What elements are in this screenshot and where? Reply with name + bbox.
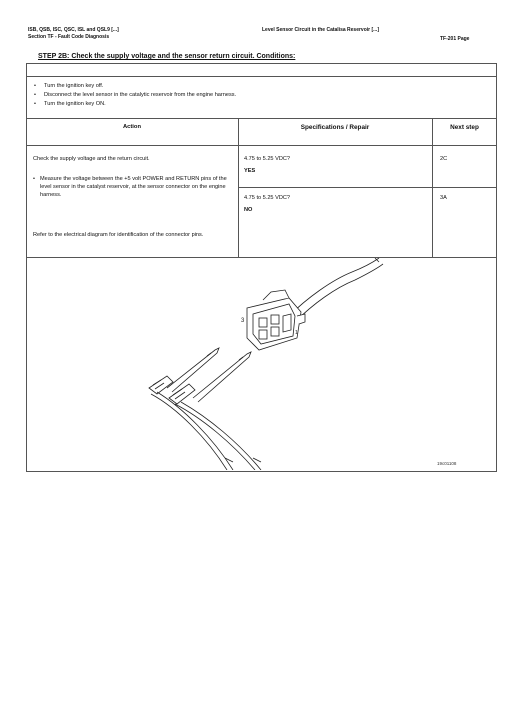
step-title: STEP 2B: Check the supply voltage and the sensor return circuit. Conditions: <box>38 53 296 60</box>
header-action: Action <box>122 124 142 130</box>
figure-id: 19c01108 <box>437 461 457 466</box>
test-leads <box>149 348 261 470</box>
header-doc-info <box>28 27 119 40</box>
table-row-divider <box>238 187 497 188</box>
header-next-step: Next step <box>450 124 479 131</box>
action-bullet: • Measure the voltage between the +5 volt POWER and RETURN pins of the level sensor in the catalyst reservoir, at the sensor connector on the engine harness. <box>40 175 232 200</box>
harness-cable <box>289 258 383 322</box>
harness-connector <box>247 290 305 350</box>
header-models: ISB, QSB, ISC, QSC, ISL and QSL9 [...] <box>28 27 119 33</box>
table-col-divider <box>238 118 239 257</box>
answer-no: NO <box>244 207 253 213</box>
conditions-box <box>26 76 497 119</box>
pin-label-1: 1 <box>295 330 298 336</box>
header-page-number: TF-201 Page <box>440 36 470 42</box>
condition-item: • Turn the ignition key off. <box>34 82 236 91</box>
conditions-list <box>34 82 236 109</box>
next-step-no: 3A <box>440 195 447 201</box>
action-note: Refer to the electrical diagram for identification of the connector pins. <box>33 232 204 238</box>
answer-yes: YES <box>244 168 256 174</box>
condition-item: • Turn the ignition key ON. <box>34 100 236 109</box>
header-section: Section TF - Fault Code Diagnosis <box>28 33 110 40</box>
spec-row-2: 4.75 to 5.25 VDC? <box>244 195 291 201</box>
header-specifications: Specifications / Repair <box>300 124 370 131</box>
action-intro: Check the supply voltage and the return circuit. <box>33 156 150 162</box>
table-header-divider <box>26 145 497 146</box>
spec-row-1: 4.75 to 5.25 VDC? <box>244 156 291 162</box>
table-col-divider <box>432 118 433 257</box>
header-topic: Level Sensor Circuit in the Catalisa Reservoir [...] <box>262 27 379 33</box>
condition-item: • Disconnect the level sensor in the catalytic reservoir from the engine harness. <box>34 91 236 100</box>
connector-probe-illustration <box>27 258 495 470</box>
next-step-yes: 2C <box>440 156 448 162</box>
pin-label-3: 3 <box>241 318 245 324</box>
